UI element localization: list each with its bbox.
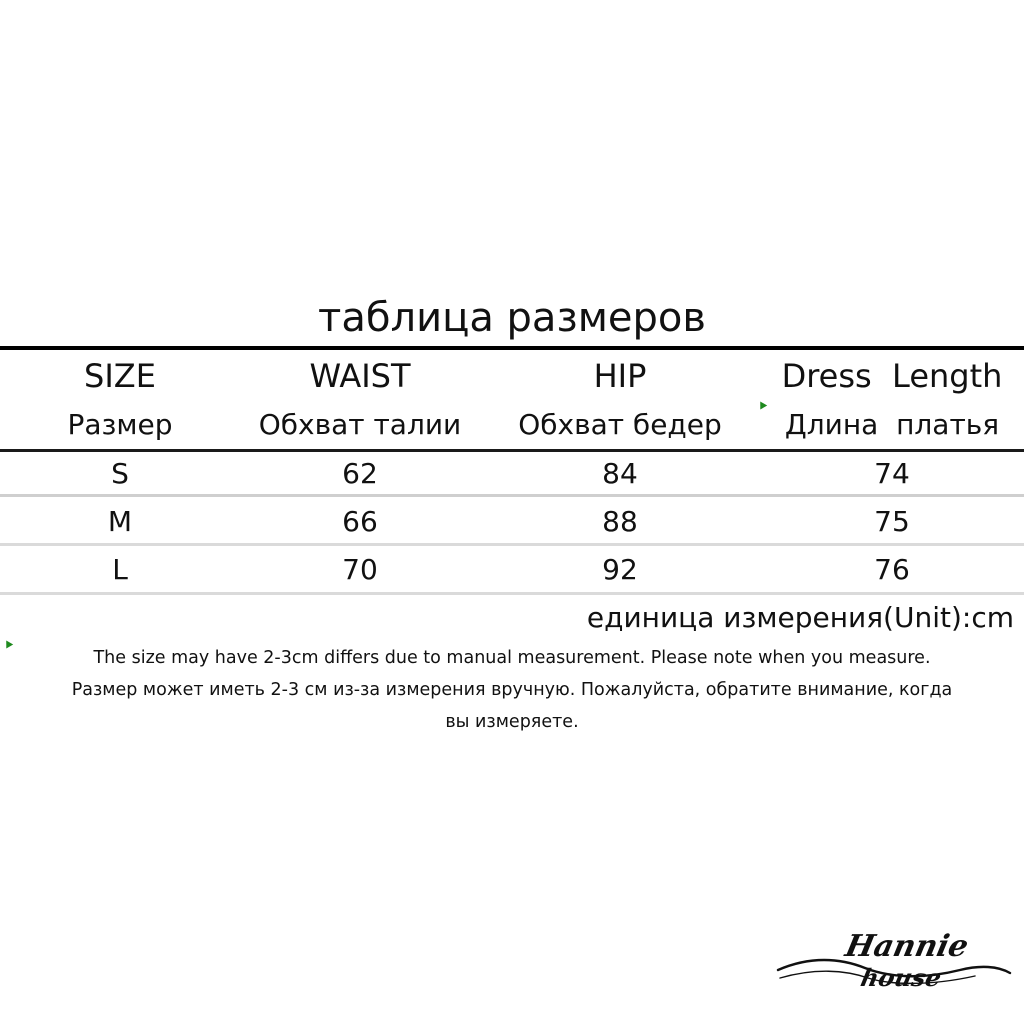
table-row-s-size: S: [111, 457, 129, 490]
header-hip-en: HIP: [593, 357, 647, 395]
header-waist-en: WAIST: [309, 357, 411, 395]
table-row-s-hip: 84: [602, 457, 638, 490]
unit-label: единица измерения(Unit):cm: [586, 601, 1014, 634]
header-waist-ru: Обхват талии: [258, 408, 462, 441]
header-length-en: Dress Length: [781, 357, 1003, 395]
table-bottom-rule: [0, 592, 1024, 595]
header-size-en: SIZE: [84, 357, 156, 395]
table-row-m-size: M: [107, 505, 133, 538]
table-top-rule: [0, 346, 1024, 350]
svg-text:house: house: [858, 963, 945, 992]
table-row-s-waist: 62: [342, 457, 378, 490]
header-hip-ru: Обхват бедер: [518, 408, 722, 441]
table-row-l-length: 76: [874, 553, 910, 586]
header-size-ru: Размер: [67, 408, 173, 441]
header-bottom-rule: [0, 449, 1024, 452]
table-row-m-waist: 66: [342, 505, 378, 538]
table-row-m-hip: 88: [602, 505, 638, 538]
chart-title: таблица размеров: [318, 295, 706, 341]
table-row-s-length: 74: [874, 457, 910, 490]
table-row-l-size: L: [112, 553, 128, 586]
svg-text:Hannie: Hannie: [842, 929, 972, 964]
row-divider-2: [0, 543, 1024, 546]
brand-logo: [770, 918, 1015, 1018]
table-row-l-waist: 70: [342, 553, 378, 586]
table-row-m-length: 75: [874, 505, 910, 538]
row-divider-1: [0, 494, 1024, 497]
header-length-ru: Длина платья: [784, 408, 1000, 441]
note-russian-line-1: Размер может иметь 2-3 см из-за измерения вручную. Пожалуйста, обратите внимание, когда: [71, 680, 953, 700]
table-row-l-hip: 92: [602, 553, 638, 586]
note-english: The size may have 2-3cm differs due to manual measurement. Please note when you measure.: [93, 648, 931, 668]
note-russian-line-2: вы измеряете.: [445, 712, 579, 732]
